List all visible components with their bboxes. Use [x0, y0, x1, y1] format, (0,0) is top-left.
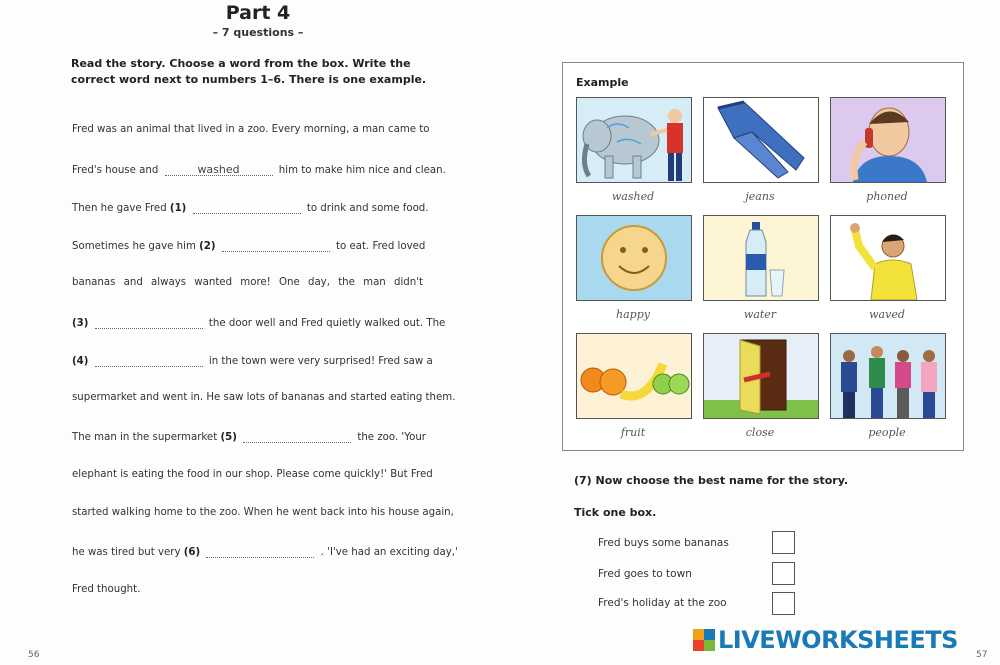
story-text: to eat. Fred loved	[336, 241, 426, 252]
option-label-2: Fred goes to town	[598, 568, 692, 580]
story-line-12	[72, 545, 458, 558]
example-label: Example	[576, 76, 629, 89]
gap-number-6: (6)	[183, 547, 201, 558]
story-text: he was tired but very	[72, 547, 181, 558]
answer-gap-2[interactable]	[222, 239, 330, 252]
gap-number-1: (1)	[169, 203, 187, 214]
word-waved: waved	[869, 308, 905, 321]
answer-gap-4[interactable]	[95, 354, 203, 367]
word-jeans: jeans	[745, 190, 775, 203]
picture-happy	[576, 215, 692, 301]
story-text: Fred's house and	[72, 165, 159, 176]
story-line-8: supermarket and went in. He saw lots of bananas and started eating them.	[72, 392, 456, 403]
story-line-4	[72, 239, 425, 252]
picture-water	[703, 215, 819, 301]
story-text: . 'I've had an exciting day,'	[320, 547, 458, 558]
word-water: water	[743, 308, 777, 321]
picture-fruit	[576, 333, 692, 419]
story-line-3	[72, 201, 429, 214]
word-happy: happy	[616, 308, 650, 321]
story-line-7	[72, 354, 433, 367]
page-subtitle: – 7 questions –	[212, 26, 304, 39]
logo-mark-icon	[693, 629, 715, 651]
picture-washed	[576, 97, 692, 183]
story-line-9	[72, 430, 426, 443]
word-close: close	[745, 426, 775, 439]
word-people: people	[868, 426, 906, 439]
story-text: The man in the supermarket	[72, 432, 218, 443]
option-checkbox-2[interactable]	[772, 562, 795, 585]
answer-gap-5[interactable]	[243, 430, 351, 443]
page-number-left: 56	[28, 650, 40, 660]
picture-phoned	[830, 97, 946, 183]
picture-people	[830, 333, 946, 419]
story-text: in the town were very surprised! Fred saw a	[208, 356, 433, 367]
gap-number-4: (4)	[72, 356, 89, 367]
story-text: him to make him nice and clean.	[278, 165, 446, 176]
picture-close	[703, 333, 819, 419]
instructions: Read the story. Choose a word from the box. Write the correct word next to numbers 1–6. There is one example.	[71, 57, 427, 86]
page-title: Part 4	[225, 2, 291, 24]
gap-number-2: (2)	[199, 241, 216, 252]
story-text: Sometimes he gave him	[72, 241, 196, 252]
gap-number-5: (5)	[220, 432, 237, 443]
option-label-1: Fred buys some bananas	[598, 537, 729, 549]
story-text: Then he gave Fred	[72, 203, 167, 214]
story-text: the zoo. 'Your	[357, 432, 426, 443]
logo-text: LIVEWORKSHEETS	[718, 626, 958, 654]
picture-waved	[830, 215, 946, 301]
picture-jeans	[703, 97, 819, 183]
story-line-2	[72, 163, 446, 176]
story-line-13: Fred thought.	[72, 584, 141, 595]
example-answer: washed	[197, 163, 240, 176]
story-line-1: Fred was an animal that lived in a zoo. Every morning, a man came to	[72, 124, 430, 135]
story-text: the door well and Fred quietly walked out. The	[208, 318, 446, 329]
question-7-prompt: (7) Now choose the best name for the story.	[574, 474, 849, 487]
word-fruit: fruit	[620, 426, 646, 439]
story-line-5: bananas and always wanted more! One day, the man didn't	[72, 277, 424, 288]
page-number-right: 57	[976, 650, 988, 660]
option-checkbox-3[interactable]	[772, 592, 795, 615]
option-checkbox-1[interactable]	[772, 531, 795, 554]
answer-gap-1[interactable]	[193, 201, 301, 214]
story-text: to drink and some food.	[306, 203, 429, 214]
liveworksheets-logo[interactable]	[693, 625, 958, 655]
word-washed: washed	[611, 190, 655, 203]
answer-gap-6[interactable]	[206, 545, 314, 558]
word-phoned: phoned	[866, 190, 908, 203]
gap-number-3: (3)	[72, 318, 89, 329]
story-line-10: elephant is eating the food in our shop. Please come quickly!' But Fred	[72, 469, 433, 480]
option-label-3: Fred's holiday at the zoo	[598, 597, 727, 609]
example-gap	[165, 163, 273, 176]
answer-gap-3[interactable]	[95, 316, 203, 329]
story-line-6	[72, 316, 445, 329]
story-line-11: started walking home to the zoo. When he went back into his house again,	[72, 507, 454, 518]
tick-instruction: Tick one box.	[574, 506, 657, 519]
